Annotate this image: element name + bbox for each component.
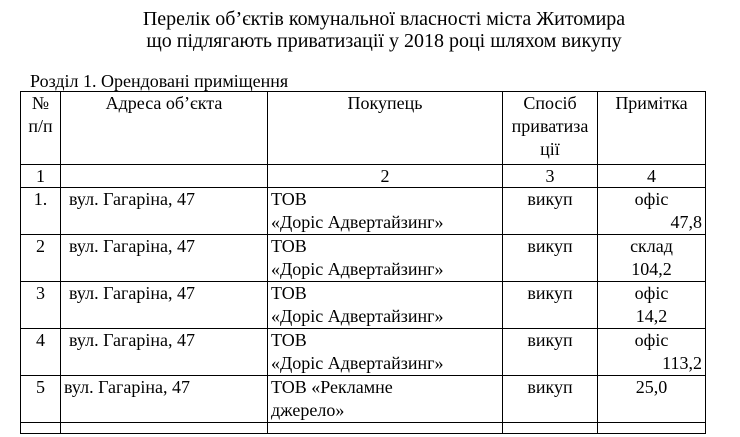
header-buyer: Покупець: [268, 92, 503, 165]
row-address: вул. Гагаріна, 47: [61, 329, 268, 376]
row-address: вул. Гагаріна, 47: [61, 376, 268, 423]
row-num: 2: [21, 235, 61, 282]
table-header-row: [21, 92, 706, 165]
row-note: офіс 14,2: [598, 282, 706, 329]
table-row: [21, 282, 706, 329]
row-buyer: ТОВ «Рекламне джерело»: [268, 376, 503, 423]
row-buyer: ТОВ «Доріс Адвертайзинг»: [268, 329, 503, 376]
row-method: викуп: [503, 188, 598, 235]
row-num: 3: [21, 282, 61, 329]
column-number-row: [21, 165, 706, 188]
section-heading: Розділ 1. Орендовані приміщення: [30, 71, 289, 91]
row-method: викуп: [503, 282, 598, 329]
document-title: [0, 8, 740, 52]
table-row: [21, 235, 706, 282]
row-note: склад 104,2: [598, 235, 706, 282]
table-row: [21, 188, 706, 235]
row-method: викуп: [503, 329, 598, 376]
row-buyer: ТОВ «Доріс Адвертайзинг»: [268, 235, 503, 282]
row-address: вул. Гагаріна, 47: [61, 282, 268, 329]
column-number: 1: [21, 165, 61, 188]
row-num: 5: [21, 376, 61, 423]
row-note: офіс 47,8: [598, 188, 706, 235]
row-method: викуп: [503, 376, 598, 423]
row-note: офіс 113,2: [598, 329, 706, 376]
row-buyer: ТОВ «Доріс Адвертайзинг»: [268, 188, 503, 235]
header-address: Адреса об’єкта: [61, 92, 268, 165]
table-row: [21, 376, 706, 423]
title-line-2: що підлягають приватизації у 2018 році шляхом викупу: [146, 30, 622, 52]
row-buyer: ТОВ «Доріс Адвертайзинг»: [268, 282, 503, 329]
header-method: Спосіб приватиза ції: [503, 92, 598, 165]
row-num: 1.: [21, 188, 61, 235]
title-line-1: Перелік об’єктів комунальної власності міста Житомира: [142, 8, 626, 30]
header-note: Примітка: [598, 92, 706, 165]
column-number: 3: [503, 165, 598, 188]
row-address: вул. Гагаріна, 47: [61, 235, 268, 282]
column-number: 2: [268, 165, 503, 188]
column-number: 4: [598, 165, 706, 188]
column-number: [61, 165, 268, 188]
row-method: викуп: [503, 235, 598, 282]
row-num: 4: [21, 329, 61, 376]
objects-table: [20, 91, 706, 434]
table-row-cut-off: [21, 423, 706, 434]
row-address: вул. Гагаріна, 47: [61, 188, 268, 235]
table-row: [21, 329, 706, 376]
row-note: 25,0: [598, 376, 706, 423]
header-num: № п/п: [21, 92, 61, 165]
